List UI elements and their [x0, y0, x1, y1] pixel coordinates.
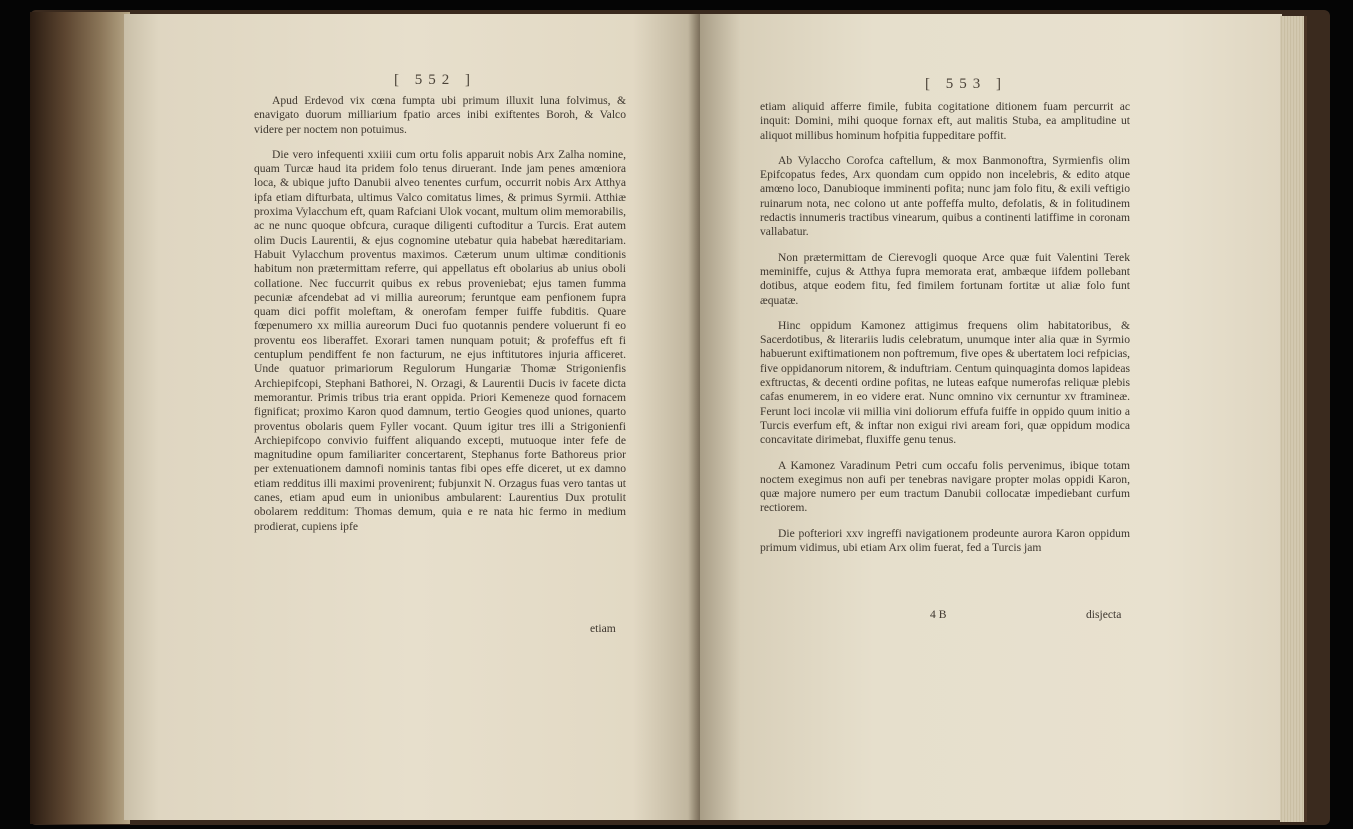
paragraph: Non prætermittam de Cierevogli quoque Arce quæ fuit Valentini Terek meminiffe, cujus & Atthya fupra memorata erat, ambæque iifdem pollebant dotibus, atque eodem fitu, fed fimilem fortunam fortitæ ut aliæ folo funt æquatæ. [760, 250, 1130, 307]
paragraph: Die vero infequenti xxiiii cum ortu folis apparuit nobis Arx Zalha nomine, quam Turcæ haud ita pridem folo tenus diruerant. Inde jam penes amœniora loca, & ubique jufto Danubii alveo tenentes curfum, occurrit nobis Arx Atthya ipfa etiam difturbata, ultimus Valco comitatus limes, & primus Syrmii. Atthiæ proxima Vylacchum eft, quam Rafciani Ulok vocant, multum olim memorabilis, ac ne nunc quoque obfcura, curaque diligenti cuftoditur a Turcis. Erat autem olim Ducis Laurentii, & ejus cognomine utebatur quia habebat hæreditariam. Habuit Vylacchum proventus maximos. Cæterum unum ultimæ conditionis habitum non prætermittam referre, qui appellatus eft obolarius ab unius oboli collatione. Nec fuccurrit quibus ex rebus proveniebat; ejus tamen fumma pecuniæ afcendebat ad vi millia aureorum; feruntque eam penfionem fupra quam dici poffit moleftam, & onerofam femper fuiffe fubditis. Quare fœpenumero xx millia aureorum Duci fuo quotannis pendere voluerunt fi eo proventu eos liberaffet. Exorari tamen nunquam potuit; & profeffus eft fi centuplum pendiffent fe non facturum, ne ejus inftitutores injuria afficeret. Unde quatuor primariorum Regulorum Hungariæ Thomæ Strigonienfis Archiepifcopi, Stephani Bathorei, N. Orzagi, & Laurentii Ducis iv facete dicta memorantur. Primis tribus tria erant oppida. Priori Kemeneze quod fornacem fignificat; proximo Karon quod damnum, tertio Geogies quod uniones, quarto proventus obolaris quem Fyller vocant. Quum igitur tres illi a Strigonienfi Archiepifcopo convivio fuiffent aliquando excepti, mutuoque inter fefe de magnitudine opum familiariter concertarent, Stephanus forte Bathoreus prior per extenuationem damnofi nominis tantas fibi opes effe diceret, ut ex damno etiam redditus illi maximi provenirent; fubjunxit N. Orzagus fuas vero tantas ut canes, etiam apud eum in unionibus ambularent: Laurentius Dux protulit obolarem redditum: Thomas demum, quia e re nata hic fermo in medium prodierat, cupiens ipfe [254, 147, 626, 533]
left-page-number: [ 552 ] [394, 72, 476, 88]
left-catchword: etiam [590, 622, 616, 635]
paragraph: Ab Vylaccho Corofca caftellum, & mox Banmonoftra, Syrmienfis olim Epifcopatus fedes, Arx quondam cum oppido non incelebris, & edito atque amœno loco, Danubioque imminenti pofita; nunc jam folo fitu, & exili veftigio ruinarum nota, nec colono ut ante poffeffa multo, defolatis, & in folitudinem redactis innumeris tractibus vinearum, quibus a continenti latiffime in coronam vallabatur. [760, 153, 1130, 239]
right-catchword: disjecta [1086, 608, 1122, 621]
paragraph: Hinc oppidum Kamonez attigimus frequens olim habitatoribus, & Sacerdotibus, & literariis ludis celebratum, unumque inter alia quæ in Syrmio habuerunt exiftimationem non poftremum, five opes & ubertatem loci refpicias, five oppidanorum nitorem, & induftriam. Centum quinquaginta domos lapideas exftructas, & decenti ordine pofitas, ne luteas eafque numerofas reliquæ plebis cafas enumerem, in eo videre erat. Nunc omnino vix cernuntur xv ftramineæ. Ferunt loci incolæ vii millia vini doliorum effufa fuiffe in oppido quum initio a Turcis everfum eft, & inftar non exigui rivi aream fori, quæ oppidum modica concavitate dirimebat, fluxiffe genu tenus. [760, 318, 1130, 447]
book-cover-edge [30, 12, 130, 824]
right-page [700, 14, 1282, 820]
paragraph: Apud Erdevod vix cœna fumpta ubi primum illuxit luna folvimus, & enavigato duorum milliarium fpatio arces inibi exiftentes Boroh, & Valco videre per noctem non potuimus. [254, 94, 626, 136]
left-page-body [254, 94, 626, 545]
paragraph: Die pofteriori xxv ingreffi navigationem prodeunte aurora Karon oppidum primum vidimus, ubi etiam Arx olim fuerat, fed a Turcis jam [760, 526, 1130, 555]
paragraph: A Kamonez Varadinum Petri cum occafu folis pervenimus, ibique totam noctem exegimus non aufi per tenebras navigare propter molas oppidi Karon, quæ majore numero per eum tractum Danubii collocatæ impediebant curfum rectiorem. [760, 458, 1130, 515]
left-page [124, 14, 702, 820]
right-page-body [760, 100, 1130, 566]
signature-mark: 4 B [930, 608, 947, 621]
paragraph: etiam aliquid afferre fimile, fubita cogitatione ditionem fuam percurrit ac inquit: Domini, mihi quoque fornax eft, aut malitis Stuba, ea amplitudine ut aliquot millibus hominum hofpitia fuppeditare poffit. [760, 100, 1130, 142]
page-fore-edge [1280, 16, 1307, 822]
right-page-number: [ 553 ] [925, 76, 1007, 92]
